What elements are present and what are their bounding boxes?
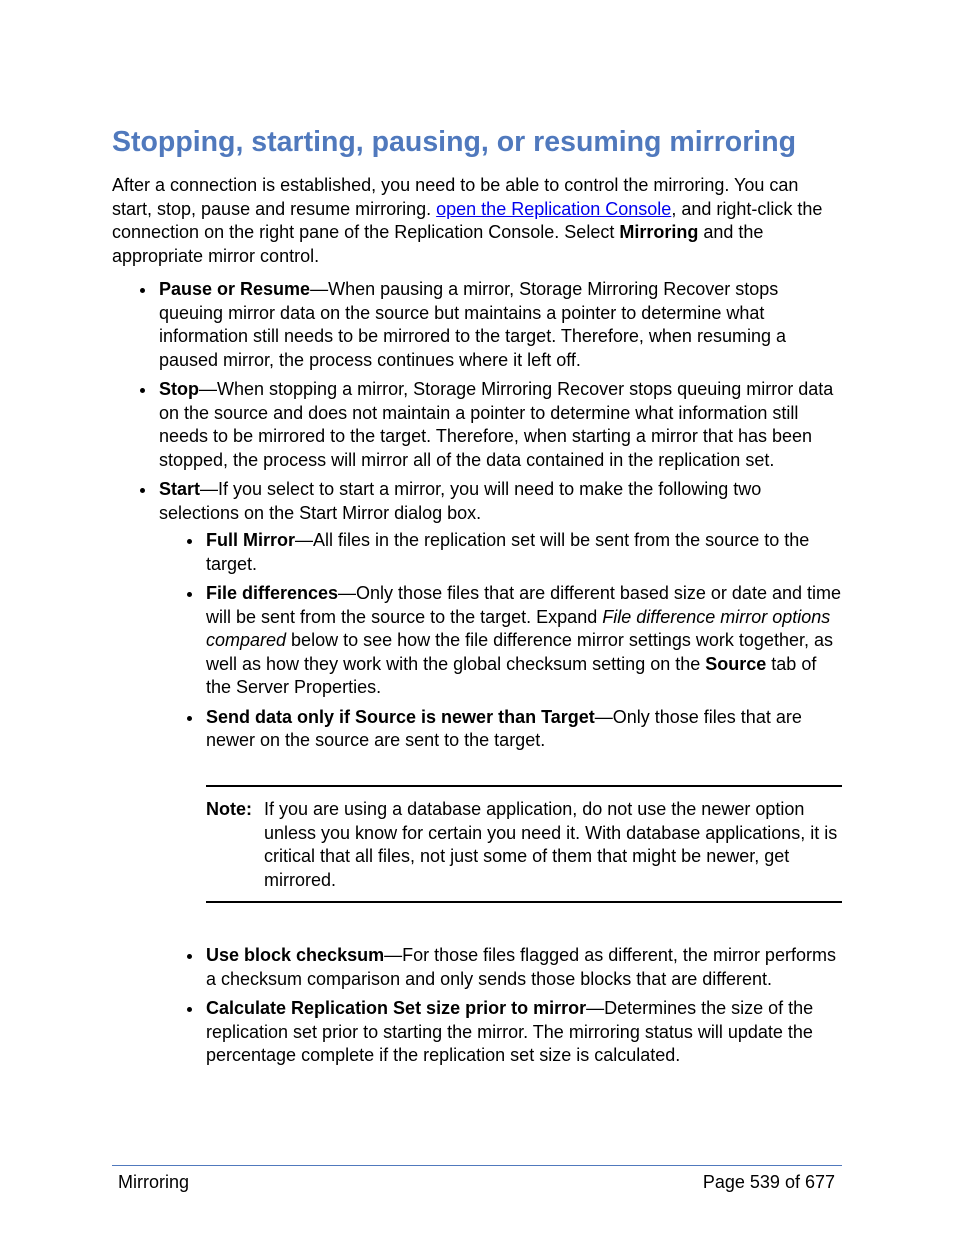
desc-file-differences-2: below to see how the file difference mirror settings work together, as well as how they work with the global checksum setting on the xyxy=(206,630,833,674)
desc-full-mirror: —All files in the replication set will be sent from the source to the target. xyxy=(206,530,810,574)
term-full-mirror: Full Mirror xyxy=(206,530,295,550)
note-text: If you are using a database application, do not use the newer option unless you know for certain you need it. With database applications, it is critical that all files, not just some of them that might be newer, get mirrored. xyxy=(264,799,838,890)
term-pause-resume: Pause or Resume xyxy=(159,279,311,299)
list-item-file-differences xyxy=(187,582,842,700)
list-item-block-checksum xyxy=(187,944,842,991)
intro-text-1: After a connection is established, you need to be able to control the mirroring. You can start, stop, pause and resume mirroring. xyxy=(112,175,799,219)
footer-section: Mirroring xyxy=(118,1172,190,1192)
bullet-icon xyxy=(187,592,192,597)
footer-page-number: Page 539 of 677 xyxy=(702,1172,835,1192)
bullet-icon xyxy=(187,954,192,959)
start-options-list-2 xyxy=(187,944,842,1074)
page-title: Stopping, starting, pausing, or resuming mirroring xyxy=(112,126,797,158)
start-options-list xyxy=(187,529,842,759)
desc-file-differences-1: —Only those files that are different based size or date and time will be sent from the source to the target. Expand xyxy=(206,583,841,627)
desc-pause-resume: —When pausing a mirror, Storage Mirroring Recover stops queuing mirror data on the source but maintains a pointer to determine what information still needs to be mirrored to the target. Therefore, when resuming a paused mirror, the process continues where it left off. xyxy=(159,279,786,370)
bullet-icon xyxy=(187,1007,192,1012)
bullet-icon xyxy=(187,539,192,544)
intro-bold-mirroring: Mirroring xyxy=(619,222,699,242)
mirror-control-list xyxy=(140,278,842,531)
bullet-icon xyxy=(140,488,145,493)
intro-paragraph xyxy=(112,174,842,268)
term-stop: Stop xyxy=(159,379,199,399)
bullet-icon xyxy=(140,388,145,393)
bullet-icon xyxy=(187,716,192,721)
desc-send-newer: —Only those files that are newer on the source are sent to the target. xyxy=(206,706,802,750)
list-item-send-newer xyxy=(187,706,842,753)
desc-file-differences-italic: File difference mirror options compared xyxy=(206,606,831,650)
intro-text-3: and the appropriate mirror control. xyxy=(112,222,764,266)
list-item-start xyxy=(140,478,842,525)
desc-stop: —When stopping a mirror, Storage Mirroring Recover stops queuing mirror data on the source and does not maintain a pointer to determine what information still needs to be mirrored to the target. Therefore, when starting a mirror that has been stopped, the process will mirror all of the data contained in the replication set. xyxy=(159,379,834,470)
list-item-calculate-size xyxy=(187,997,842,1068)
note-label: Note: xyxy=(206,799,252,819)
desc-block-checksum: —For those files flagged as different, the mirror performs a checksum comparison and only sends those blocks that are different. xyxy=(206,945,836,989)
desc-file-differences-3: tab of the Server Properties. xyxy=(206,653,817,697)
footer-divider xyxy=(112,1165,842,1166)
desc-file-differences-bold: Source xyxy=(705,653,767,674)
term-file-differences: File differences xyxy=(206,583,339,603)
term-calculate-size: Calculate Replication Set size prior to mirror xyxy=(206,998,587,1018)
term-block-checksum: Use block checksum xyxy=(206,945,385,965)
note-box xyxy=(206,785,842,903)
intro-text-2: , and right-click the connection on the right pane of the Replication Console. Select xyxy=(112,198,823,242)
replication-console-link[interactable]: open the Replication Console xyxy=(436,198,672,219)
list-item-pause-resume xyxy=(140,278,842,372)
term-send-newer: Send data only if Source is newer than Target xyxy=(206,706,595,727)
list-item-stop xyxy=(140,378,842,472)
desc-start: —If you select to start a mirror, you will need to make the following two selections on the Start Mirror dialog box. xyxy=(159,479,762,523)
desc-calculate-size: —Determines the size of the replication set prior to starting the mirror. The mirroring status will update the percentage complete if the replication set size is calculated. xyxy=(206,998,814,1065)
term-start: Start xyxy=(159,479,201,499)
list-item-full-mirror xyxy=(187,529,842,576)
bullet-icon xyxy=(140,288,145,293)
